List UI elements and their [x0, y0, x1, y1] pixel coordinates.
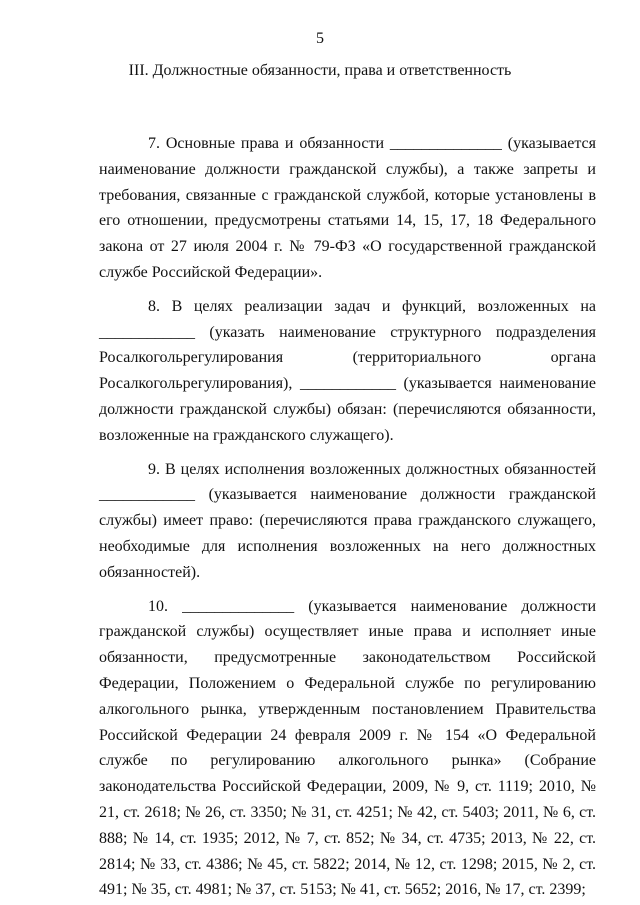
paragraph-9: 9. В целях исполнения возложенных должностных обязанностей ____________ (указывается наименование должности гражданской службы) имеет право: (перечисляются права гражданского служащего, необходимые для исполнения возложенных на него должностных обязанностей). [99, 460, 596, 581]
document-body [99, 131, 596, 903]
paragraph-7: 7. Основные права и обязанности ______________ (указывается наименование должности гражданской службы), а также запреты и требования, связанные с гражданской службой, которые установлены в его отношении, предусмотрены статьями 14, 15, 17, 18 Федерального закона от 27 июля 2004 г. № 79-ФЗ «О государственной гражданской службе Российской Федерации». [99, 135, 596, 281]
section-title: III. Должностные обязанности, права и ответственность [128, 62, 512, 79]
paragraph-10: 10. ______________ (указывается наименование должности гражданской службы) осуществляет иные права и исполняет иные обязанности, предусмотренные законодательством Российской Федерации, Положением о Федеральной службе по регулированию алкогольного рынка, утвержденным постановлением Правительства Российской Федерации 24 февраля 2009 г. № 154 «О Федеральной службе по регулированию алкогольного рынка» (Собрание законодательства Российской Федерации, 2009, № 9, ст. 1119; 2010, № 21, ст. 2618; № 26, ст. 3350; № 31, ст. 4251; № 42, ст. 5403; 2011, № 6, ст. 888; № 14, ст. 1935; 2012, № 7, ст. 852; № 34, ст. 4735; 2013, № 22, ст. 2814; № 33, ст. 4386; № 45, ст. 5822; 2014, № 12, ст. 1298; 2015, № 2, ст. 491; № 35, ст. 4981; № 37, ст. 5153; № 41, ст. 5652; 2016, № 17, ст. 2399; [99, 597, 596, 899]
paragraph-8: 8. В целях реализации задач и функций, возложенных на ____________ (указать наименование структурного подразделения Росалкогольрегулирования (территориального органа Росалкогольрегулирования), ____________ (указывается наименование должности гражданской службы) обязан: (перечисляются обязанности, возложенные на гражданского служащего). [99, 297, 596, 444]
page-number: 5 [316, 30, 324, 47]
